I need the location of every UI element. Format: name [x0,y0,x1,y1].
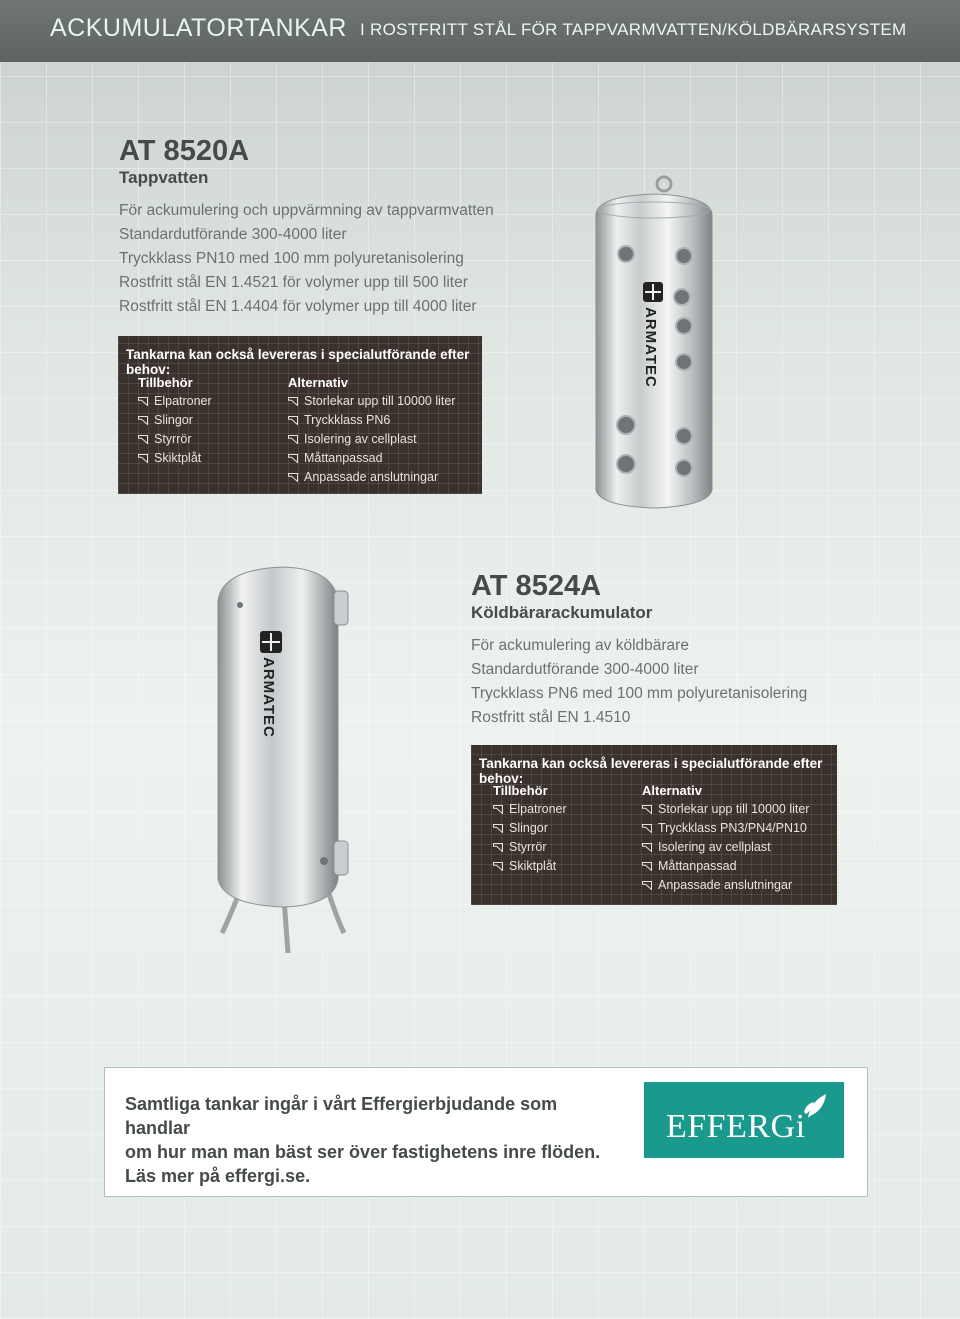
list-item-label: Tryckklass PN3/PN4/PN10 [658,821,807,835]
promo-line: Läs mer på effergi.se. [125,1166,311,1186]
flag-bullet-icon [288,397,298,406]
flag-bullet-icon [138,416,148,425]
header-bar [0,0,960,62]
list-item-label: Tryckklass PN6 [304,413,391,427]
options-title: Tankarna kan också levereras i specialutförande efter behov: [479,756,823,786]
accessories-column [493,781,567,876]
tank-brand-label: ARMATEC [642,307,659,388]
alternatives-heading: Alternativ [288,375,348,390]
flag-bullet-icon [493,862,503,871]
options-title: Tankarna kan också levereras i specialutförande efter behov: [126,347,470,377]
list-item-label: Slingor [154,413,193,427]
list-item [138,392,212,411]
product-2-options-box [471,745,837,905]
promo-line: Samtliga tankar ingår i vårt Effergierbjudande som handlar [125,1094,558,1138]
tank-at8524a-image [206,561,356,956]
list-item [288,392,455,411]
flag-bullet-icon [138,435,148,444]
list-item [288,430,455,449]
promo-text [125,1092,625,1188]
flag-bullet-icon [493,805,503,814]
list-item-label: Elpatroner [509,802,567,816]
flag-bullet-icon [138,454,148,463]
list-item-label: Skiktplåt [154,451,202,465]
list-item [642,800,809,819]
page-title: ACKUMULATORTANKAR [50,14,347,42]
flag-bullet-icon [288,454,298,463]
list-item-label: Elpatroner [154,394,212,408]
spec-line: För ackumulering av köldbärare [471,637,689,654]
flag-bullet-icon [493,824,503,833]
product-type: Tappvatten [119,168,209,187]
list-item [138,411,212,430]
page-subtitle: I ROSTFRITT STÅL FÖR TAPPVARMVATTEN/KÖLDBÄRARSYSTEM [360,20,907,39]
product-code: AT 8520A [119,135,250,167]
flag-bullet-icon [288,416,298,425]
list-item [493,800,567,819]
list-item [493,819,567,838]
armatec-logo-icon [260,631,282,653]
list-item-label: Storlekar upp till 10000 liter [658,802,810,816]
list-item [288,468,455,487]
list-item [642,857,809,876]
list-item [493,838,567,857]
armatec-logo-icon [643,282,663,302]
alternatives-column [642,781,809,895]
list-item-label: Måttanpassad [304,451,383,465]
list-item-label: Storlekar upp till 10000 liter [304,394,456,408]
accessories-heading: Tillbehör [493,783,548,798]
flag-bullet-icon [493,843,503,852]
list-item [138,430,212,449]
list-item-label: Styrrör [509,840,547,854]
list-item-label: Styrrör [154,432,192,446]
spec-line: Tryckklass PN6 med 100 mm polyuretanisolering [471,685,808,702]
spec-line: Rostfritt stål EN 1.4521 för volymer upp till 500 liter [119,274,468,291]
spec-line: Standardutförande 300-4000 liter [119,226,347,243]
tank-brand-label: ARMATEC [260,657,277,738]
flag-bullet-icon [288,435,298,444]
list-item [642,876,809,895]
flag-bullet-icon [642,881,652,890]
product-1-heading [119,135,249,189]
list-item [288,449,455,468]
flag-bullet-icon [642,805,652,814]
alternatives-column [288,373,455,487]
list-item [642,819,809,838]
flag-bullet-icon [288,473,298,482]
list-item-label: Anpassade anslutningar [304,470,439,484]
product-2-specs [471,634,807,730]
spec-line: Rostfritt stål EN 1.4404 för volymer upp till 4000 liter [119,298,477,315]
product-1-options-box [118,336,482,494]
leaf-icon [802,1090,830,1120]
list-item [138,449,212,468]
product-1-specs [119,199,494,319]
spec-line: För ackumulering och uppvärmning av tappvarmvatten [119,202,494,219]
spec-line: Tryckklass PN10 med 100 mm polyuretanisolering [119,250,464,267]
flag-bullet-icon [642,862,652,871]
list-item [288,411,455,430]
list-item-label: Isolering av cellplast [304,432,417,446]
alternatives-heading: Alternativ [642,783,702,798]
product-type: Köldbärarackumulator [471,603,653,622]
tank-at8520a-image [588,172,720,516]
promo-line: om hur man man bäst ser över fastighetens inre flöden. [125,1142,601,1162]
effergi-logo [644,1082,844,1158]
flag-bullet-icon [642,824,652,833]
product-code: AT 8524A [471,570,602,602]
effergi-promo-box [104,1067,868,1197]
logo-text: EFFERGi [666,1108,806,1145]
flag-bullet-icon [642,843,652,852]
product-2-heading [471,570,652,624]
list-item-label: Slingor [509,821,548,835]
list-item [493,857,567,876]
spec-line: Rostfritt stål EN 1.4510 [471,709,631,726]
list-item-label: Måttanpassad [658,859,737,873]
accessories-heading: Tillbehör [138,375,193,390]
list-item-label: Anpassade anslutningar [658,878,793,892]
accessories-column [138,373,212,468]
list-item-label: Skiktplåt [509,859,557,873]
flag-bullet-icon [138,397,148,406]
list-item [642,838,809,857]
spec-line: Standardutförande 300-4000 liter [471,661,699,678]
list-item-label: Isolering av cellplast [658,840,771,854]
